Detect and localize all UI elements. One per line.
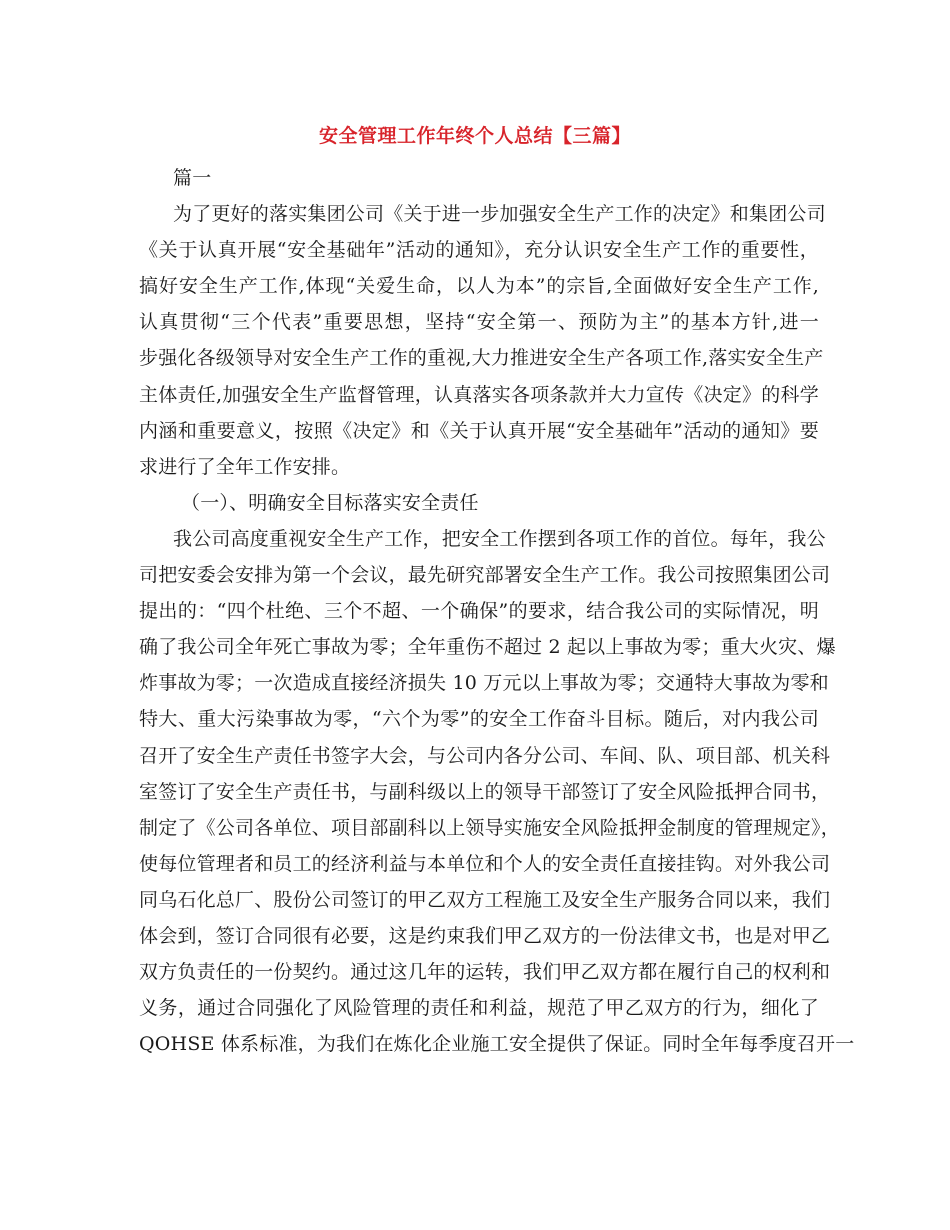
paragraph-line: 召开了安全生产责任书签字大会，与公司内各分公司、车间、队、项目部、机关科 — [139, 744, 831, 767]
paragraph-line: 内涵和重要意义，按照《决定》和《关于认真开展“安全基础年”活动的通知》要 — [139, 419, 819, 442]
section-label: 篇一 — [173, 167, 212, 189]
section-subheading: （一）、明确安全目标落实安全责任 — [181, 491, 479, 514]
paragraph-line: 使每位管理者和员工的经济利益与本单位和个人的安全责任直接挂钩。对外我公司 — [139, 852, 831, 875]
paragraph-line: 步强化各级领导对安全生产工作的重视,大力推进安全生产各项工作,落实安全生产 — [139, 347, 824, 370]
paragraph-line: 主体责任,加强安全生产监督管理，认真落实各项条款并大力宣传《决定》的科学 — [139, 383, 819, 406]
paragraph-line: 我公司高度重视安全生产工作，把安全工作摆到各项工作的首位。每年，我公 — [173, 527, 826, 550]
paragraph-2 — [139, 521, 855, 1062]
paragraph-line: 认真贯彻“三个代表”重要思想，坚持“安全第一、预防为主”的基本方针,进一 — [139, 311, 819, 334]
paragraph-line: 搞好安全生产工作,体现“关爱生命，以人为本”的宗旨,全面做好安全生产工作, — [139, 275, 819, 298]
paragraph-line: 求进行了全年工作安排。 — [139, 455, 351, 478]
paragraph-line: 义务，通过合同强化了风险管理的责任和利益，规范了甲乙双方的行为，细化了 — [139, 997, 819, 1020]
paragraph-line: QOHSE 体系标准，为我们在炼化企业施工安全提供了保证。同时全年每季度召开一 — [139, 1033, 855, 1056]
paragraph-line: 《关于认真开展“安全基础年”活动的通知》，充分认识安全生产工作的重要性， — [139, 239, 819, 262]
paragraph-line: 同乌石化总厂、股份公司签订的甲乙双方工程施工及安全生产服务合同以来，我们 — [139, 888, 831, 911]
document-title: 安全管理工作年终个人总结【三篇】 — [318, 125, 631, 147]
paragraph-line: 炸事故为零；一次造成直接经济损失 10 万元以上事故为零；交通特大事故为零和 — [139, 672, 829, 695]
paragraph-1 — [139, 196, 826, 485]
paragraph-line: 司把安委会安排为第一个会议，最先研究部署安全生产工作。我公司按照集团公司 — [139, 564, 831, 587]
document-body — [139, 160, 855, 1062]
paragraph-line: 双方负责任的一份契约。通过这几年的运转，我们甲乙双方都在履行自己的权利和 — [139, 961, 831, 984]
paragraph-line: 确了我公司全年死亡事故为零；全年重伤不超过 2 起以上事故为零；重大火灾、爆 — [139, 636, 836, 659]
paragraph-line: 体会到，签订合同很有必要，这是约束我们甲乙双方的一份法律文书，也是对甲乙 — [139, 924, 831, 947]
paragraph-line: 提出的：“四个杜绝、三个不超、一个确保”的要求，结合我公司的实际情况，明 — [139, 600, 819, 623]
paragraph-line: 室签订了安全生产责任书，与副科级以上的领导干部签订了安全风险抵押合同书， — [139, 780, 831, 803]
paragraph-line: 为了更好的落实集团公司《关于进一步加强安全生产工作的决定》和集团公司 — [173, 203, 826, 226]
paragraph-line: 制定了《公司各单位、项目部副科以上领导实施安全风险抵押金制度的管理规定》， — [139, 816, 840, 839]
paragraph-line: 特大、重大污染事故为零，“六个为零”的安全工作奋斗目标。随后，对内我公司 — [139, 708, 819, 731]
